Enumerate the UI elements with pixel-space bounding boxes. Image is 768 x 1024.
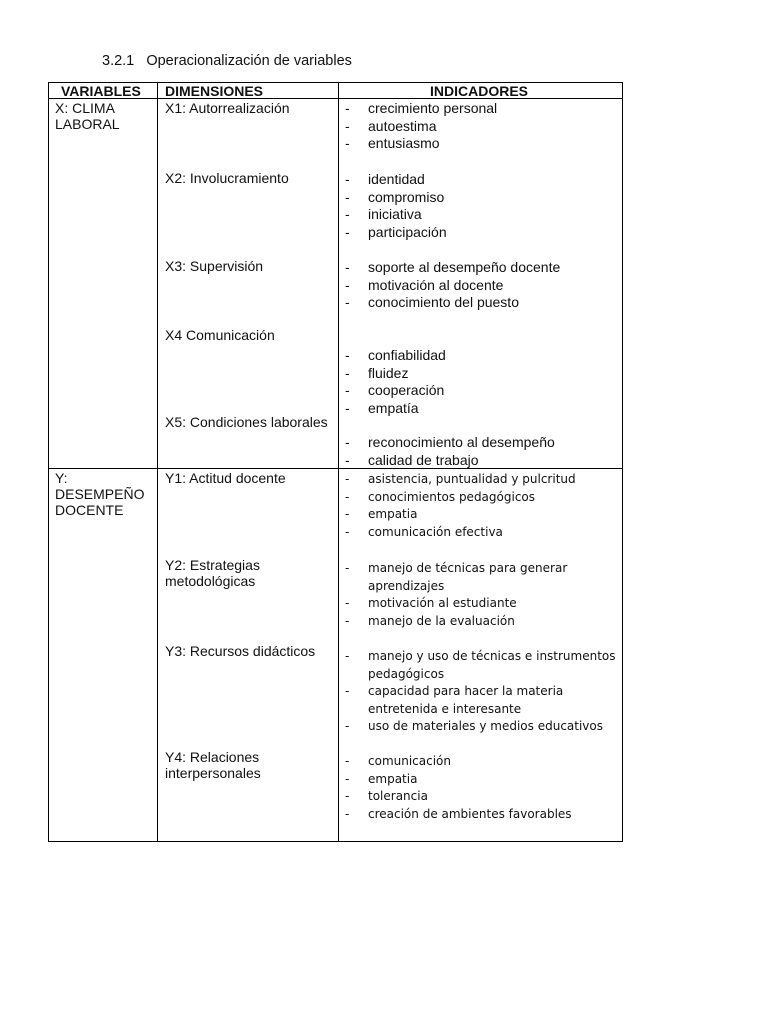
indicator-y4-1: - comunicación <box>345 754 452 768</box>
indicator-y2-1: - manejo de técnicas para generar aprendizajes <box>345 561 568 593</box>
dimension-y3: Y3: Recursos didácticos <box>165 643 316 659</box>
indicator-y1-3: - empatia <box>345 507 418 522</box>
indicator-x2-2: - compromiso <box>345 188 445 205</box>
dimension-y4: Y4: Relaciones interpersonales <box>165 749 261 781</box>
indicator-x1-2: - autoestima <box>345 117 437 134</box>
section-number: 3.2.1 <box>102 53 135 69</box>
indicator-y4-4: - creación de ambientes favorables <box>345 806 572 821</box>
dimension-y1: Y1: Actitud docente <box>165 470 286 486</box>
indicator-y4-3: - tolerancia <box>345 789 428 804</box>
variable-y-cell: Y: DESEMPEÑO DOCENTE <box>55 470 145 518</box>
header-indicadores: INDICADORES <box>430 83 529 99</box>
dimension-y2: Y2: Estrategias metodológicas <box>165 557 260 589</box>
section-heading <box>102 53 352 69</box>
indicator-x2-4: - participación <box>345 223 447 240</box>
header-variables: VARIABLES <box>61 83 141 99</box>
indicator-x4-4: - empatía <box>345 399 419 416</box>
indicator-y4-2: - empatia <box>345 771 418 786</box>
indicator-x3-2: - motivación al docente <box>345 276 504 293</box>
indicator-y2-2: - motivación al estudiante <box>345 596 517 611</box>
section-title: Operacionalización de variables <box>146 53 352 69</box>
indicator-y1-2: - conocimientos pedagógicos <box>345 489 536 504</box>
indicator-x5-2: - calidad de trabajo <box>345 451 479 468</box>
dimension-x3: X3: Supervisión <box>165 258 264 274</box>
indicator-y1-1: - asistencia, puntualidad y pulcritud <box>345 472 576 486</box>
indicator-x1-1: - crecimiento personal <box>345 100 498 116</box>
indicator-x4-2: - fluidez <box>345 364 409 381</box>
indicator-x2-3: - iniciativa <box>345 206 422 223</box>
operationalization-table <box>48 82 623 842</box>
column-divider <box>338 83 339 841</box>
dimension-x5: X5: Condiciones laborales <box>165 414 328 430</box>
indicator-x4-3: - cooperación <box>345 382 445 399</box>
variable-x-cell: X: CLIMA LABORAL <box>55 100 120 132</box>
indicator-x1-3: - entusiasmo <box>345 135 440 152</box>
dimension-x1: X1: Autorrealización <box>165 100 290 116</box>
indicator-x3-3: - conocimiento del puesto <box>345 294 519 311</box>
dimension-x4: X4 Comunicación <box>165 327 275 343</box>
dimension-x2: X2: Involucramiento <box>165 170 289 186</box>
indicator-x4-1: - confiabilidad <box>345 347 446 363</box>
indicator-y3-2: - capacidad para hacer la materia entretenida e interesante <box>345 684 564 716</box>
indicator-y3-3: - uso de materiales y medios educativos <box>345 719 604 734</box>
indicator-y1-4: - comunicación efectiva <box>345 524 503 539</box>
column-divider <box>157 83 158 841</box>
indicator-y2-3: - manejo de la evaluación <box>345 613 515 628</box>
indicator-y3-1: - manejo y uso de técnicas e instrumentos pedagógicos <box>345 649 616 681</box>
indicator-x5-1: - reconocimiento al desempeño <box>345 434 555 450</box>
header-dimensiones: DIMENSIONES <box>165 83 264 99</box>
indicator-x3-1: - soporte al desempeño docente <box>345 259 561 275</box>
indicator-x2-1: - identidad <box>345 171 425 187</box>
